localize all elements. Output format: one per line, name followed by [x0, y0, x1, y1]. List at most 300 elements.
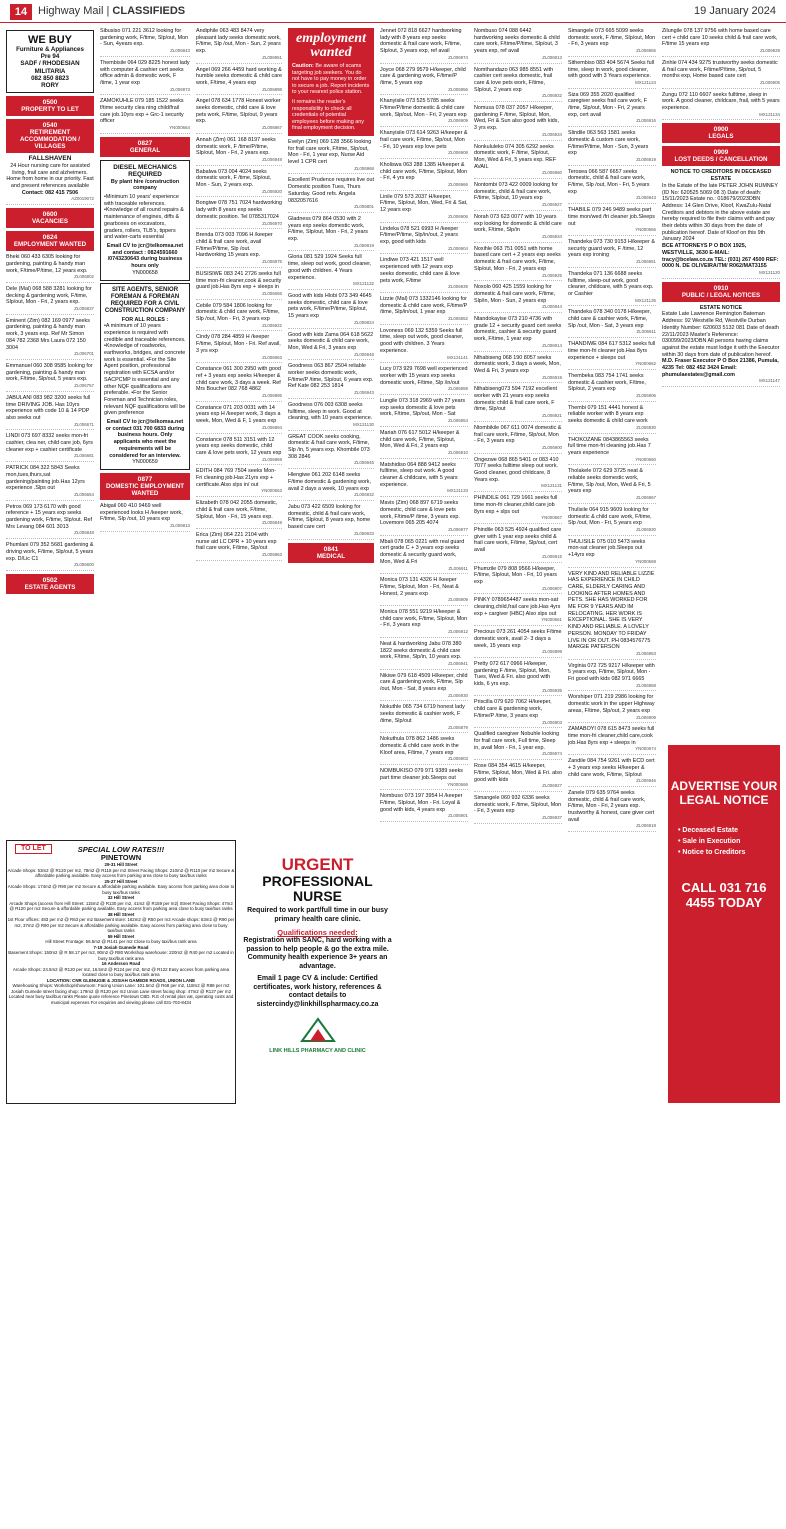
ad-ref: ZL006863	[262, 552, 282, 558]
classified-ad	[6, 504, 94, 540]
ad-text: Zilungile 078 137 9756 with home based care cert + child care 10 seeks child & frail care work, F/time 15 years exp	[662, 28, 778, 48]
ad-text: Terosea 066 587 6657 seeks domestic, child & frail care work, F/time, Slp /out, Mon - Fri, 5 years exp	[568, 168, 650, 195]
listing-heading: 59 Hill Street	[107, 933, 135, 939]
ad-text: ZAMOKUHLE 079 185 1522 seeks f/time security clea ning child/frail care job.10yrs exp + Grc-1 security officer	[100, 98, 184, 125]
ad-text: Nombuso 073 197 3954 H /keeper F/time, Slp/out, Mon - Fri. Loyal & good with kids, 4 years exp	[380, 793, 463, 813]
ad-ref: ZL006701	[74, 351, 94, 357]
classified-ad	[474, 629, 562, 658]
ad-text: Thandeka 073 730 9153 H/keeper & security guard work, F /time, 12 years exp ironing	[568, 238, 655, 259]
ad-text: Thandeka 078 340 0178 H/keeper, child care & cashier work, F/time, Slp /out, Mon - Sat, 3 years exp	[568, 309, 652, 329]
ad-ref: ZL006974	[448, 54, 468, 60]
classified-ad	[380, 539, 468, 575]
classified-ad	[380, 704, 468, 733]
ad-ref: ZL006948	[354, 351, 374, 357]
ad-text: Ongezwe 068 865 5401 or 083 410 7077 seeks fulltime sleep out work. Good cleaner, good childcare, 8 Years exp.	[474, 456, 559, 483]
classified-ad	[288, 293, 374, 329]
classified-ad	[288, 139, 374, 175]
ad-text: Thembi 079 151 4441 honest & reliable worker with 8 years exp seeks domestic & child care work	[568, 404, 648, 425]
ad-text: Thembisile 064 029 8225 honest lady with computer & cashier cert seeks office admin & domestic work, F /time, 1 year exp	[100, 59, 190, 86]
classified-ad	[474, 355, 562, 384]
category-header: 0600 VACANCIES	[6, 208, 94, 228]
ad-text: Noxolo 060 425 1559 looking for domestic & frail care work, F/time, Slp/in, Mon - Sun, 2 years exp	[474, 284, 556, 304]
ad-text: Nomusa 078 037 2057 H/keeper, gardening F /time, Slp/out, Mon, Wed, Fri & Sun also good with kids, 3 yrs exp.	[474, 105, 559, 132]
listing-heading: LOCATION: CNR GLENUGIE & JOSIAH GAMEDE ROADS, UNION LANE	[46, 977, 196, 983]
ad-text: Nthabiseng073 594 7192 excellent worker with 21 years exp seeks domestic child & frail care work, F /time, Slp/out	[474, 386, 558, 413]
ad-ref: ZL006904	[448, 245, 468, 251]
classified-ad	[380, 98, 468, 127]
classified-ad	[380, 366, 468, 395]
ad-text: BUSISIWE 083 241 2726 seeks full time mon-fri cleaner,cook & security guard job.Has 8yrs exp + sleeps in	[196, 270, 282, 291]
classified-ad	[380, 641, 468, 670]
classified-ad	[288, 504, 374, 540]
ad-ref: ZL006934	[542, 233, 562, 239]
classified-ad	[6, 254, 94, 283]
ad-ref: ZL006910	[448, 449, 468, 455]
advert-heading: ADVERTISE YOUR LEGAL NOTICE	[670, 779, 778, 807]
classified-ad	[568, 405, 656, 434]
category-header: 0624 EMPLOYMENT WANTED	[6, 231, 94, 251]
ad-ref: ZL006953	[636, 650, 656, 656]
ad-text: Andiphile 063 483 8474 very pleasant lady seeks domestic work, F/time, Slp /out, Mon - Sun, 2 years exp.	[196, 28, 281, 55]
classified-ad	[380, 768, 468, 790]
classified-ad	[474, 699, 562, 728]
advert-item: • Deceased Estate	[678, 827, 739, 834]
ad-ref: ZL006970	[262, 220, 282, 226]
ad-ref: ZL006906	[448, 213, 468, 219]
ad-ref: MX121124	[635, 79, 656, 85]
ad-ref: YN000668	[635, 558, 656, 564]
estate-notice: ESTATE NOTICE Estate Late Lawrence Remington Bateman Address: 92 Westville Rd, Westville Durban Identity Number: 620603 5132 081 Date of death 22/11/2023 Master's Reference: 030099/2023/DBN All persons having claims against the estate must lodge it with the Executor within 30 days from date of publication hereof. M.D. Fraser Executor P O Box 21386, Pumula, 4235 Tel: 082 452 3424 Email: phumulaestates@gmail.com MX121147	[662, 305, 780, 387]
ad-ref: YN000663	[261, 488, 282, 494]
classified-ad	[662, 92, 780, 121]
ad-ref: ZL006898	[262, 86, 282, 92]
ad-ref: ZL006843	[170, 48, 190, 54]
ad-text: Sithembiso 083 404 5674 Seeks full time, sleep in work, good cleaner, with good with 3 Years experience.	[568, 59, 655, 80]
ad-text: Bongiwe 078 751 7024 hardworking lady with 8 years exp seeks domestic position. Tel 0785317024	[196, 200, 282, 220]
classified-ad	[568, 663, 656, 692]
classified-ad	[474, 763, 562, 792]
ad-ref: ZL006924	[354, 319, 374, 325]
ad-ref: YN000667	[541, 515, 562, 521]
classified-ad	[100, 60, 190, 96]
urgent-heading: URGENT	[281, 855, 354, 874]
intro-text: Required to work part/full time in our busy primary health care clinic.	[247, 907, 388, 923]
classified-ad	[380, 226, 468, 255]
ad-text: Phumlani 079 352 5681 gardening & driving work, F/time, Slp/out, 5 years exp. D/Lic C1	[6, 542, 94, 562]
ad-text: NOMBUKISO 079 971 9389 seeks part time cleaner job.Sleeps out	[380, 768, 463, 781]
ad-ref: MX121132	[353, 281, 374, 287]
ad-text: Zanele 079 635 9764 seeks domestic, child & frail care work, F/time, Mon - Fri, 2 years exp. trustworthy & honest, care giver cert avail	[568, 789, 655, 823]
ad-text: Thembeka 083 754 1741 seeks domestic & cashier work, F/time, Slp/out, 2 years exp	[568, 372, 646, 393]
listing-heading: 29-31 Hill Street	[104, 862, 138, 867]
ad-ref: ZL006929	[760, 48, 780, 54]
ad-ref: ZL006951	[636, 259, 656, 265]
ad-ref: ZL006875	[262, 259, 282, 265]
classified-ad	[380, 609, 468, 638]
ad-ref: ZL006946	[636, 778, 656, 784]
column-4	[288, 28, 374, 836]
ad-text: Nokuthle 065 734 6719 honest lady seeks domestic & cashier work, F /time, Slp/out	[380, 704, 465, 724]
classified-ad	[568, 758, 656, 787]
ad-ref: ZL006681	[74, 453, 94, 459]
classified-ad	[568, 790, 656, 832]
classified-list	[568, 28, 656, 832]
classified-ad	[196, 468, 282, 497]
diesel-mechanics-ad: DIESEL MECHANICS REQUIRED By plant hire /construction company •Minimum 10 years' experience with traceable references. •Knowledge of all round repairs & maintenance of engines, diffs & gearboxes on excavators, graders, rollers, TLB's, tippers and water-carts essential Email CV to jcr@telkomsa.net and contact : 0824591660 /0743230643 during business hours only YN000658	[100, 160, 190, 281]
column-2	[100, 28, 190, 836]
ad-ref: ZL006966	[448, 182, 468, 188]
ad-text: Cebile 079 584 1806 looking for domestic & child care work, F/time, Slp /out, Mon - Fri, 3 years exp	[196, 302, 280, 323]
category-header: 0910 PUBLIC / LEGAL NOTICES	[662, 282, 780, 302]
classified-ad	[568, 341, 656, 370]
employment-wanted-banner: employment wanted Caution: Be aware of scams targeting job seekers. You do not have to pay money in order to secure a job. Report incidents to your nearest police station. It remains the reader's responsibility to check all credentials of potential employees before making any final employment decision.	[288, 28, 374, 136]
ad-text: PINKY 0789654487 seeks mon-sat cleaning,child,frail care job.Has 4yrs exp + cargiver (HBC) Also slps out	[474, 597, 561, 617]
ad-text: Joyce 068 279 9579 H/keeper, child care & gardening work, F/time/P /time, 5 years exp	[380, 66, 466, 86]
ad-text: Matshidiso 064 888 9412 seeks fulltime, sleep out work. A good cleaner & childcare, with 5 years experience.	[380, 461, 458, 488]
to-let-ad	[6, 840, 236, 1104]
ad-ref: ZL006920	[262, 188, 282, 194]
ad-ref: ZL006848	[74, 530, 94, 536]
classified-ad	[100, 28, 190, 57]
classified-ad	[568, 169, 656, 205]
ad-ref: ZL006958	[636, 682, 656, 688]
ad-text: VERY KIND AND RELIABLE LIZZIE HAS EXPERIENCE IN CHILD CARE, ELDERLY CARING AND LOOKING AFTER HOMES AND PETS. SHE HAS WORKED FOR ME FOR 9 YEARS AND IM RELOCATING. HER WORK IS EXCEPTIONAL. SHE IS VERY KIND AND RELIABLE. A LOVELY PERSON. MONDAY TO FRIDAY LIVE IN OR OUT. PH 0834576775 MARGIE PATERSON	[568, 570, 655, 651]
classified-ad	[380, 194, 468, 223]
ad-text: PHINDILE 061 729 1661 seeks full time mon-fri cleaner,child care job 8yrs exp + slps out	[474, 495, 558, 515]
ad-ref: YN000660	[635, 456, 656, 462]
pharmacy-logo-icon	[298, 1015, 338, 1043]
listing-body: Arcade Shops: 53m2 @ R120 per m2, 78m2 @ R118 per m2 Street Facing Shops: 210m2 @ R110 per m2 Secure & affordable parking available. Easy access from parking area close to busy taxi/bus ranks	[7, 867, 235, 878]
listing-heading: 25-27 Hill Street	[104, 878, 138, 884]
category-header: 0502 ESTATE AGENTS	[6, 574, 94, 594]
ad-text: Lucy 073 929 7698 well experienced worker with 15 years exp seeks domestic work, F/time, Slp /in/out	[380, 366, 468, 386]
ad-ref: YN000666	[447, 781, 468, 787]
classified-ad	[196, 366, 282, 402]
classified-ad	[100, 98, 190, 134]
classified-ad	[380, 462, 468, 498]
ad-text: Precious 073 261 4054 seeks F/time domestic work, avail 2- 3 days a week, 15 years exp	[474, 629, 562, 649]
ad-text: Angel 078 634 1778 Honest worker seeks domestic, child care & love pets work, F/time, Slp/out, 9 years exp.	[196, 98, 281, 125]
ad-ref: ZL006656	[262, 290, 282, 296]
classified-ad	[196, 500, 282, 529]
classified-ad	[568, 468, 656, 504]
advertise-legal-notice-ad	[668, 745, 780, 1103]
ad-ref: ZL006600	[74, 562, 94, 568]
ad-text: Thulisile 064 915 9609 looking for domestic & child care work, F/time, Slp /out, Mon - Fri, 5 years exp	[568, 506, 652, 527]
ad-ref: ZL006941	[448, 660, 468, 666]
classified-ad	[568, 60, 656, 89]
pharmacy-logo-text: LINK HILLS PHARMACY AND CLINIC	[269, 1048, 366, 1054]
classified-ad	[474, 795, 562, 824]
classified-ad	[196, 334, 282, 363]
listing-body: Arcade Shops: 24.5m2 @ R120 per m2, 16.5m2 @ R124 per m2, 5m2 @ R122 Easy access from parking area located close to busy taxi/bus rank area	[12, 966, 230, 977]
classified-ad	[474, 28, 562, 64]
ad-ref: ZL006925	[542, 272, 562, 278]
ad-text: Evelyn (Zim) 069 128 3566 looking for frail care work, F/time, Slp/out, Mon - Fri, 1 year exp, Nurse Aid level 1 CPR cert	[288, 138, 372, 166]
classified-ad	[380, 162, 468, 191]
column-6	[474, 28, 562, 1103]
ad-text: Goodness 063 867 2504 reliable worker seeks domestic work, F/time/P /time, Slp/out, 6 years exp. Ref Kate 082 253 1814	[288, 363, 374, 390]
ad-text: Lindeka 078 521 6993 H /keeper F/time/P/time, Slp/in/out, 2 years exp, good with kids	[380, 225, 459, 245]
classified-ad	[380, 328, 468, 364]
classified-ad	[474, 731, 562, 760]
ad-ref: MX121141	[447, 354, 468, 360]
ad-text: Qualified caregiver Nobuhle looking for frail care work, Full time, Sleep in, avail Mon - Fri, 1 year exp.	[474, 731, 560, 751]
classified-ad	[6, 363, 94, 392]
ad-text: Constance 078 511 3151 with 12 years exp seeks domestic, child care & love pets work, 12 years exp	[196, 436, 282, 456]
classified-ad	[6, 286, 94, 315]
ad-ref: ZL006903	[542, 719, 562, 725]
ad-text: Constance 071 203 0031 with 14 years exp H /keeper work, 3 days a week, Mon, Wed & F, 1 years exp	[196, 404, 281, 425]
classified-ad	[380, 257, 468, 293]
ad-text: Petros 069 173 6170 with good reference + 15 years exp seeks gardening work, F/time, Slp/out. Ref Mrs Levang 084 601 3013	[6, 503, 92, 530]
listing-heading: 16 Anderson Road	[101, 961, 141, 966]
ad-text: Slindile 063 563 1581 seeks domestic & custom care work, F/time/P/time, Mon - Sun, 3 years exp	[568, 130, 649, 157]
classified-list	[6, 254, 94, 571]
ad-text: Erica (Zim) 064 221 2104 with nurse aid LC DPR + 10 years exp frail care work, F/time, Slp/out	[196, 532, 277, 552]
ad-ref: ZL006951	[262, 54, 282, 60]
classified-ad	[474, 67, 562, 103]
ad-ref: ZL006945	[354, 460, 374, 466]
ad-ref: ZL006974	[542, 751, 562, 757]
classified-ad	[196, 532, 282, 561]
classified-ad	[196, 437, 282, 466]
column-1	[6, 28, 94, 836]
issue-date: 19 January 2024	[694, 5, 776, 17]
listing-heading: 32 Hill Street	[107, 895, 135, 900]
classified-ad	[662, 28, 780, 57]
ad-ref: ZL006977	[448, 527, 468, 532]
ad-ref: ZL006903	[448, 756, 468, 762]
ad-ref: ZL006927	[542, 783, 562, 789]
ad-text: Emmanuel 060 308 9585 looking for gardening, painting & handy man work, F/time, Slp/out, 5 years exp.	[6, 362, 93, 383]
classified-ad	[568, 437, 656, 466]
ad-ref: MX121134	[759, 111, 780, 117]
classified-ad	[196, 232, 282, 268]
ad-text: Brenda 073 003 7096 H /keeper child & frail care work, avail F/time/P/time, Slp /out. Hardworking 15 years exp.	[196, 232, 273, 259]
listing-body: Hill Street Frontage: 56.5m2 @ R141 per m2 Close to busy taxi/bus rank area	[45, 939, 197, 944]
ad-text: Khanyisile 073 525 5785 seeks F/time/P/time domestic & child care work, Slp/out, Mon - Fri, 2 years exp	[380, 98, 467, 118]
ad-ref: ZL006899	[542, 649, 562, 655]
listing-lines	[7, 862, 235, 1005]
ad-ref: ZL006944	[542, 304, 562, 310]
ad-text: Khanyisile 073 614 9263 H/keeper & frail care work, F/time, Slp/out, Mon - Fri, 10 years exp love pets	[380, 130, 468, 150]
listing-heading: 38 Hill Street	[107, 911, 135, 917]
ad-ref: ZL006909	[448, 597, 468, 603]
pharmacy-ad	[240, 850, 395, 1106]
advert-item: • Sale in Execution	[678, 838, 741, 845]
ad-text: Phindile 063 525 4924 qualified care giver with 1 year exp seeks child & frail care work, F/time, Slp/out, cert avail	[474, 527, 562, 554]
ad-ref: YN000661	[541, 617, 562, 623]
ad-text: Babalwa 073 004 4024 seeks domestic work, F /time, Slp/out, Mon - Sun, 2 years exp.	[196, 168, 272, 189]
classified-ad	[196, 67, 282, 96]
advert-item: • Notice to Creditors	[678, 849, 746, 856]
ad-ref: ZL006930	[636, 424, 656, 430]
classified-ad	[288, 363, 374, 399]
classified-ad	[6, 433, 94, 462]
ad-ref: ZL006967	[636, 495, 656, 501]
ad-ref: ZL006949	[262, 156, 282, 162]
classified-list	[474, 28, 562, 824]
classified-ad	[196, 405, 282, 434]
classified-ad	[568, 539, 656, 568]
column-8	[662, 28, 780, 738]
ad-ref: ZL006867	[262, 125, 282, 131]
ad-text: Zinhle 074 434 9275 trustworthy seeks domestic & frail care work, F/time/P/time, Slp/out, 5 months exp, Home based care cert	[662, 59, 778, 80]
ad-ref: ZL006914	[542, 342, 562, 348]
ad-text: Thandeka 071 136 6688 seeks fulltime, sleep-out work, good cleaner, childcare, with 5 years exp. or Cashier	[568, 270, 654, 297]
classified-ad	[380, 500, 468, 536]
column-3	[196, 28, 282, 836]
ad-text: Lizzie (Mal) 073 1332146 looking for domestic & child care work, F/time/P /time, Slp/in/out, 1 year exp	[380, 295, 468, 316]
ad-ref: ZL006906	[636, 393, 656, 399]
ad-text: Nikiwe 079 618 4509 H/keeper, child care & gardening work, F/time, Slp /out, Mon - Sat, 8 years exp	[380, 672, 468, 693]
ad-ref: MX121133	[447, 488, 468, 494]
ad-ref: ZL006968	[354, 165, 374, 171]
ad-text: Virginia 072 725 9217 H/keeper with 5 years exp, F/time, Slp/out, Mon - Fri good with kids 082 971 6665	[568, 662, 655, 683]
classified-ad	[474, 527, 562, 563]
classified-ad	[6, 465, 94, 501]
to-let-label: TO LET	[15, 844, 52, 854]
ad-ref: ZL006927	[542, 202, 562, 208]
ad-ref: ZL006909	[448, 118, 468, 124]
classified-ad	[196, 28, 282, 64]
ad-ref: ZL006879	[448, 724, 468, 730]
classified-ad	[474, 144, 562, 180]
ad-ref: ZL006916	[636, 118, 656, 124]
ad-ref: MX121135	[635, 297, 656, 303]
column-7	[568, 28, 656, 1103]
classified-ad	[474, 386, 562, 422]
category-header: 0540 RETIREMENT ACCOMMODATION / VILLAGES	[6, 119, 94, 153]
ad-ref: ZL006802	[74, 274, 94, 280]
ad-text: Siza 069 355 2020 qualified caregiver seeks frail care work, F /time, Slp/out, Mon - Fri, 2 years exp, cert avail	[568, 91, 648, 118]
publication-name: Highway Mail | CLASSIFIEDS	[38, 5, 186, 17]
ad-ref: ZL006954	[448, 418, 468, 424]
ad-text: Jennet 072 818 6627 hardworking lady with 8 years exp seeks domestic & frail care work, F/time, Slp/out, 3 years exp, ref avail	[380, 28, 462, 55]
ad-text: Simangele 073 665 5099 seeks domestic work, F /time, Slp/out, Mon - Fri, 3 years exp	[568, 28, 656, 48]
classified-ad	[288, 332, 374, 361]
ad-ref: ZL006911	[636, 329, 656, 335]
classified-ad	[288, 254, 374, 290]
classified-ad	[568, 130, 656, 166]
classified-ad	[474, 246, 562, 282]
classified-ad	[196, 271, 282, 300]
ad-text: Nomthandazo 063 985 8551 with cashier cert seeks domestic, frail care & love pets work, F/time, Slp/out, 2 years exp	[474, 66, 554, 93]
ad-text: LINDI 073 697 8332 seeks mon-fri cashier, clea ner, child care job, 6yrs cleaner exp + cashier certificate	[6, 433, 93, 453]
category-header: 0909 LOST DEEDS / CANCELLATION	[662, 146, 780, 166]
ad-ref: ZL006900	[542, 444, 562, 450]
ad-text: GREAT COOK seeks cooking, domestic & frail care work, F/time, Slp /in, 5 years exp. Khombile 073 308 2846	[288, 433, 370, 460]
category-header: 0500 PROPERTY TO LET	[6, 96, 94, 116]
advert-list	[668, 825, 780, 858]
listing-body: Basement Shops: 150m2 @ R 58.17 per m2, 90m2 @ R80 Workshop warehouse: 220m2 @ R40 per m2 Located in busy taxi/bus rank area	[8, 950, 234, 961]
classified-ad	[380, 430, 468, 459]
classified-list	[288, 139, 374, 540]
ad-text: Ntombikile 067 611 0074 domestic & frail care work, F/time, Slp/out, Mon - Fri, 3 years exp	[474, 424, 562, 445]
classified-ad	[380, 736, 468, 765]
ad-text: Excellent Prudence requires live out Domestic position Tues, Thurs Saturday. Good refs. Angela 0832057616	[288, 177, 374, 204]
classified-list	[380, 28, 468, 822]
email-text: Email 1 page CV & include: Certified certificates, work history, references & contact details to sistercindy@linkhillspharmacy.co.za	[253, 975, 382, 1008]
ad-ref: ZL006757	[74, 383, 94, 389]
ad-ref: ZL006671	[74, 421, 94, 427]
ad-ref: ZL006963	[262, 354, 282, 360]
ad-text: Nontombi 073 422 0009 looking for domestic, child & frail care work, F/time, Slp/out, 10 years exp	[474, 182, 558, 202]
classified-list	[196, 28, 282, 561]
category-header: 0827 GENERAL	[100, 137, 190, 157]
classified-ad	[474, 182, 562, 211]
ad-text: Norah 073 623 0077 with 10 years exp looking for domestic & child care work, F/time, Slp/in	[474, 213, 562, 234]
listing-body: Warehousing Shops: Workshop/showroom: Facing Union Lane: 101.5m2 @ R68 per m2, 118m2 @ R88 per m2 Josiah Gumede street facing shop: 179m2 @ R120 per m2 Union Lane street facing shop: 47m2 @ R127 per m2	[10, 983, 232, 994]
classified-ad	[474, 495, 562, 524]
classified-ad	[288, 434, 374, 470]
ad-text: Eminent (Zim) 082 169 0977 seeks gardening, painting & handy man work, 3 years exp. Ref Mr Simon 084 782 2368 Mrs Laura 072 150 3004	[6, 317, 90, 351]
ad-text: Mariah 076 617 5012 H/keeper & child care work, F/time, Slp/out, Mon, Wed & Fri, 2 years exp	[380, 429, 460, 450]
ad-ref: YN000665	[635, 227, 656, 233]
ad-ref: ZL006939	[448, 284, 468, 290]
ad-text: Gloria 081 529 1924 Seeks full time, sleep out work, good cleaner, good with children. 4 Years experience.	[288, 254, 372, 281]
ad-text: THANDIWE 084 617 5312 seeks full time mon-fri cleaner job.Has 8yrs experience + sleeps out	[568, 341, 656, 361]
ad-ref: ZL006943	[354, 390, 374, 396]
ad-ref: ZL006801	[354, 204, 374, 210]
ad-text: Cindy 078 284 4859 H /keeper F/time, Slp/out, Mon - Fri. Ref avail, 3 yrs exp	[196, 334, 281, 354]
classified-ad	[6, 395, 94, 431]
ad-ref: ZL006973	[170, 86, 190, 92]
ad-text: Neat & hardworking Jabu 078 380 1822 seeks domestic & child care work, F/time, Slp/in, 10 years exp.	[380, 640, 462, 661]
classified-ad	[474, 457, 562, 493]
we-buy-ad: WE BUY Furniture & Appliances Pre 94 SADF / RHODESIAN MILITARIA 082 850 8823 RORY	[6, 30, 94, 93]
ad-ref: ZL006955	[636, 48, 656, 54]
ad-ref: YN000674	[635, 746, 656, 752]
classified-ad	[568, 694, 656, 723]
classified-ad	[6, 542, 94, 571]
category-header: 0841 MEDICAL	[288, 543, 374, 563]
ad-text: JABULANI 083 982 3200 seeks full time DRIVING JOB. Has 10yrs experience with code 10 & 14 PDP also seeks out	[6, 394, 91, 421]
classified-ad	[474, 425, 562, 454]
qualifications-heading: Qualifications needed:	[277, 928, 358, 937]
ad-text: Annah (Zim) 061 168 8197 seeks domestic work, F /time/P/time, Slp/out, Mon - Fri, 2 years exp.	[196, 136, 276, 157]
area-title: PINETOWN	[100, 853, 142, 862]
listing-body: Arcade Shops (access from Hill Street: 115m2 @ R130 per m2, 41m2 @ R159 per m2) Street Facing Shops: 47m2 @ R120 per m2 Secure & affordable parking available. Easy access from parking area close to busy taxi/bus ranks	[9, 900, 233, 911]
ad-text: Sibusiso 071 221 3612 looking for gardening work, F/time, Slp/out, Mon - Sun, 4years exp.	[100, 28, 189, 48]
ad-ref: ZL006918	[636, 823, 656, 829]
classified-ad	[288, 402, 374, 431]
classified-ad	[288, 177, 374, 213]
ad-ref: ZL006934	[542, 131, 562, 137]
ad-text: THULISILE 075 010 5473 seeks mon-sat cleaner job.Sleeps out +14yrs exp	[568, 538, 646, 559]
ad-ref: ZL006912	[448, 629, 468, 635]
role-heading: PROFESSIONAL NURSE	[262, 873, 373, 904]
ad-text: ZAMABOYI 078 615 8473 seeks full time mon-fri cleaner,child care,cook job.Has 8yrs exp + sleeps in	[568, 726, 655, 746]
listing-heading: 7-19 Josiah Gumede Road	[93, 944, 149, 950]
listing-body: Arcade Shops: 174m2 @ R90 per m2 Secure & affordable parking available. Easy access from parking area close to busy taxi/bus ranks	[7, 884, 235, 895]
classified-ad	[380, 793, 468, 822]
classified-ad	[474, 284, 562, 313]
ad-text: Nombuso 074 088 6442 hardworking seeks domestic & child care work, F/time/P/time, Slp/out, 3 years exp, ref avail	[474, 28, 560, 55]
ad-text: Gladness 079 864 0530 with 2 years exp seeks domestic work, F/time, Slp/out, Mon - Fri, 2 years exp.	[288, 215, 368, 243]
ad-ref: MX121130	[353, 421, 374, 427]
ad-text: THABILE 079 246 9489 seeks part time mon/wed /fri cleaner job.Sleeps out	[568, 207, 655, 227]
ad-ref: ZL006943	[636, 195, 656, 201]
ad-text: Elizabeth 078 042 2055 domestic, child & frail care work, F/time, Slp/out, Mon - Fri, 15 years exp.	[196, 500, 278, 520]
ad-ref: ZL006956	[448, 86, 468, 92]
ad-text: Jabu 073 422 6509 looking for domestic, child & frail care work, F/time, Slp/out, 8 years exp, home based care cert	[288, 503, 371, 531]
classified-ad	[380, 673, 468, 702]
classified-ad	[380, 67, 468, 96]
classified-ad	[568, 726, 656, 755]
classified-ad	[474, 661, 562, 697]
